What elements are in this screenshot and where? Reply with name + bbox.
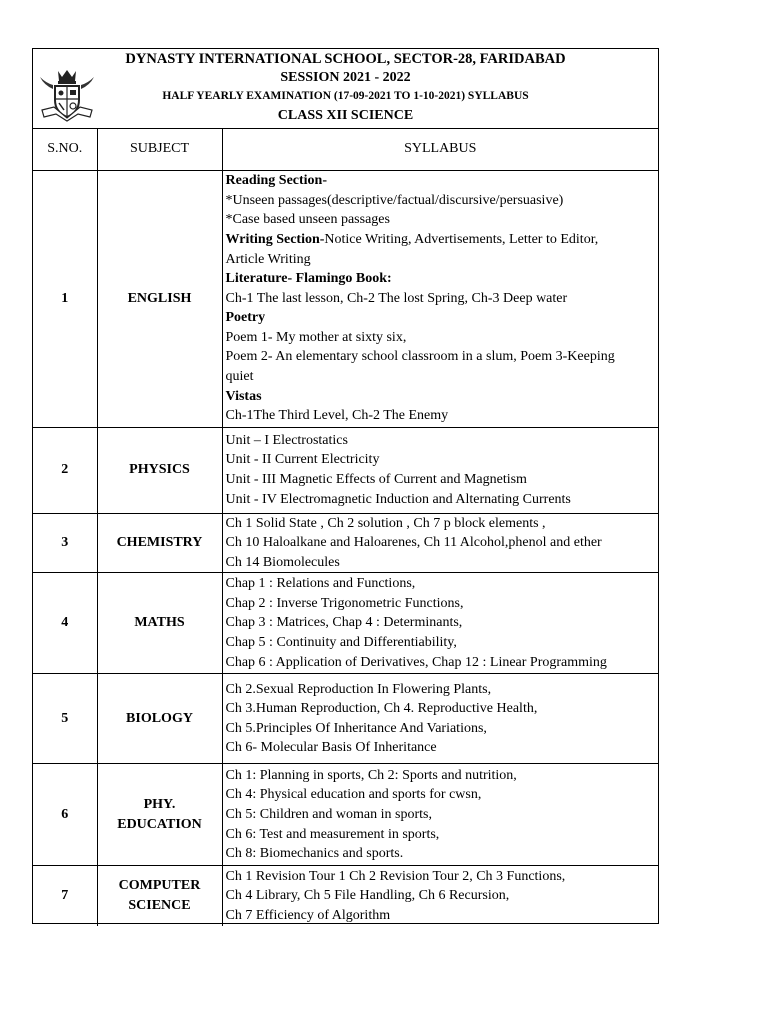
row-subject: ENGLISH: [97, 170, 222, 427]
row-sno: 7: [33, 866, 97, 926]
syllabus-line: Unit - IV Electromagnetic Induction and Alternating Currents: [225, 491, 571, 507]
subject-line: COMPUTER: [118, 878, 201, 894]
exam-title: HALF YEARLY EXAMINATION (17-09-2021 TO 1-10-2021) SYLLABUS: [162, 90, 529, 102]
row-subject: [97, 866, 222, 926]
syllabus-line: Ch 1: Planning in sports, Ch 2: Sports and nutrition,: [225, 767, 517, 783]
table-row: [33, 674, 658, 764]
syllabus-line: Chap 6 : Application of Derivatives, Chap 12 : Linear Programming: [225, 654, 607, 670]
row-syllabus: [222, 427, 658, 513]
row-sno: 4: [33, 573, 97, 674]
syllabus-line: Ch 4: Physical education and sports for cwsn,: [225, 787, 482, 803]
row-syllabus: [222, 513, 658, 573]
session-title: SESSION 2021 - 2022: [280, 70, 411, 85]
row-sno: 5: [33, 674, 97, 764]
syllabus-line: Ch-1The Third Level, Ch-2 The Enemy: [225, 408, 449, 424]
syllabus-heading: Poetry: [225, 310, 266, 326]
syllabus-line: Ch 2.Sexual Reproduction In Flowering Plants,: [225, 681, 492, 697]
syllabus-line: Poem 2- An elementary school classroom in a slum, Poem 3-Keeping: [225, 349, 615, 365]
syllabus-line: Unit - II Current Electricity: [225, 452, 380, 468]
row-subject: CHEMISTRY: [97, 513, 222, 573]
syllabus-line: Ch 6- Molecular Basis Of Inheritance: [225, 740, 437, 756]
syllabus-line: Chap 1 : Relations and Functions,: [225, 576, 416, 592]
row-subject: PHYSICS: [97, 427, 222, 513]
row-sno: 1: [33, 170, 97, 427]
syllabus-table: [33, 128, 658, 926]
syllabus-text: Notice Writing, Advertisements, Letter to Editor,: [324, 231, 599, 247]
row-sno: 3: [33, 513, 97, 573]
syllabus-line: *Unseen passages(descriptive/factual/discursive/persuasive): [225, 192, 564, 208]
column-header-sno: S.NO.: [33, 128, 97, 170]
syllabus-line: Ch 14 Biomolecules: [225, 554, 340, 570]
syllabus-line: Unit - III Magnetic Effects of Current and Magnetism: [225, 472, 527, 487]
syllabus-line: quiet: [225, 369, 254, 385]
syllabus-heading: Literature- Flamingo Book:: [225, 271, 392, 287]
table-row: [33, 170, 658, 427]
syllabus-line: Unit – I Electrostatics: [225, 432, 348, 448]
row-subject: BIOLOGY: [97, 674, 222, 764]
row-sno: 6: [33, 764, 97, 866]
subject-line: EDUCATION: [117, 816, 202, 832]
row-sno: 2: [33, 427, 97, 513]
column-header-syllabus: SYLLABUS: [222, 128, 658, 170]
syllabus-line: Ch-1 The last lesson, Ch-2 The lost Spring, Ch-3 Deep water: [225, 290, 568, 306]
table-header-row: [33, 128, 658, 170]
column-header-subject: SUBJECT: [97, 128, 222, 170]
syllabus-line: Ch 6: Test and measurement in sports,: [225, 826, 440, 842]
syllabus-line: Chap 2 : Inverse Trigonometric Functions,: [225, 595, 464, 611]
row-subject: [97, 764, 222, 866]
subject-line: PHY.: [143, 796, 176, 812]
table-row: [33, 573, 658, 674]
syllabus-line: Ch 5.Principles Of Inheritance And Variations,: [225, 720, 487, 736]
syllabus-line: Ch 1 Solid State , Ch 2 solution , Ch 7 p block elements ,: [225, 515, 546, 531]
syllabus-line: *Case based unseen passages: [225, 212, 390, 228]
syllabus-line: Ch 8: Biomechanics and sports.: [225, 846, 404, 862]
row-syllabus: [222, 573, 658, 674]
syllabus-sheet: [32, 48, 659, 924]
syllabus-line: Ch 7 Efficiency of Algorithm: [225, 907, 391, 923]
subject-line: SCIENCE: [128, 898, 191, 914]
syllabus-line: Ch 1 Revision Tour 1 Ch 2 Revision Tour 2, Ch 3 Functions,: [225, 868, 566, 884]
row-subject: MATHS: [97, 573, 222, 674]
syllabus-line: Chap 3 : Matrices, Chap 4 : Determinants,: [225, 615, 463, 631]
syllabus-line: Poem 1- My mother at sixty six,: [225, 329, 407, 345]
table-row: [33, 866, 658, 926]
table-row: [33, 513, 658, 573]
syllabus-line: Ch 4 Library, Ch 5 File Handling, Ch 6 Recursion,: [225, 888, 510, 904]
document-header: [33, 49, 658, 129]
syllabus-line: Ch 3.Human Reproduction, Ch 4. Reproductive Health,: [225, 701, 538, 717]
row-syllabus: [222, 170, 658, 427]
school-name: DYNASTY INTERNATIONAL SCHOOL, SECTOR-28, FARIDABAD: [125, 51, 566, 67]
syllabus-line: [226, 230, 659, 250]
syllabus-heading: Writing Section-: [225, 231, 325, 247]
table-row: [33, 427, 658, 513]
row-syllabus: [222, 866, 658, 926]
syllabus-line: Ch 5: Children and woman in sports,: [225, 806, 432, 822]
table-row: [33, 764, 658, 866]
syllabus-heading: Reading Section-: [225, 173, 327, 189]
syllabus-heading: Vistas: [225, 388, 262, 404]
syllabus-line: Article Writing: [225, 251, 311, 267]
syllabus-line: Ch 10 Haloalkane and Haloarenes, Ch 11 Alcohol,phenol and ether: [225, 535, 602, 551]
row-syllabus: [222, 674, 658, 764]
class-title: CLASS XII SCIENCE: [277, 108, 414, 123]
syllabus-line: Chap 5 : Continuity and Differentiability,: [225, 635, 457, 651]
row-syllabus: [222, 764, 658, 866]
